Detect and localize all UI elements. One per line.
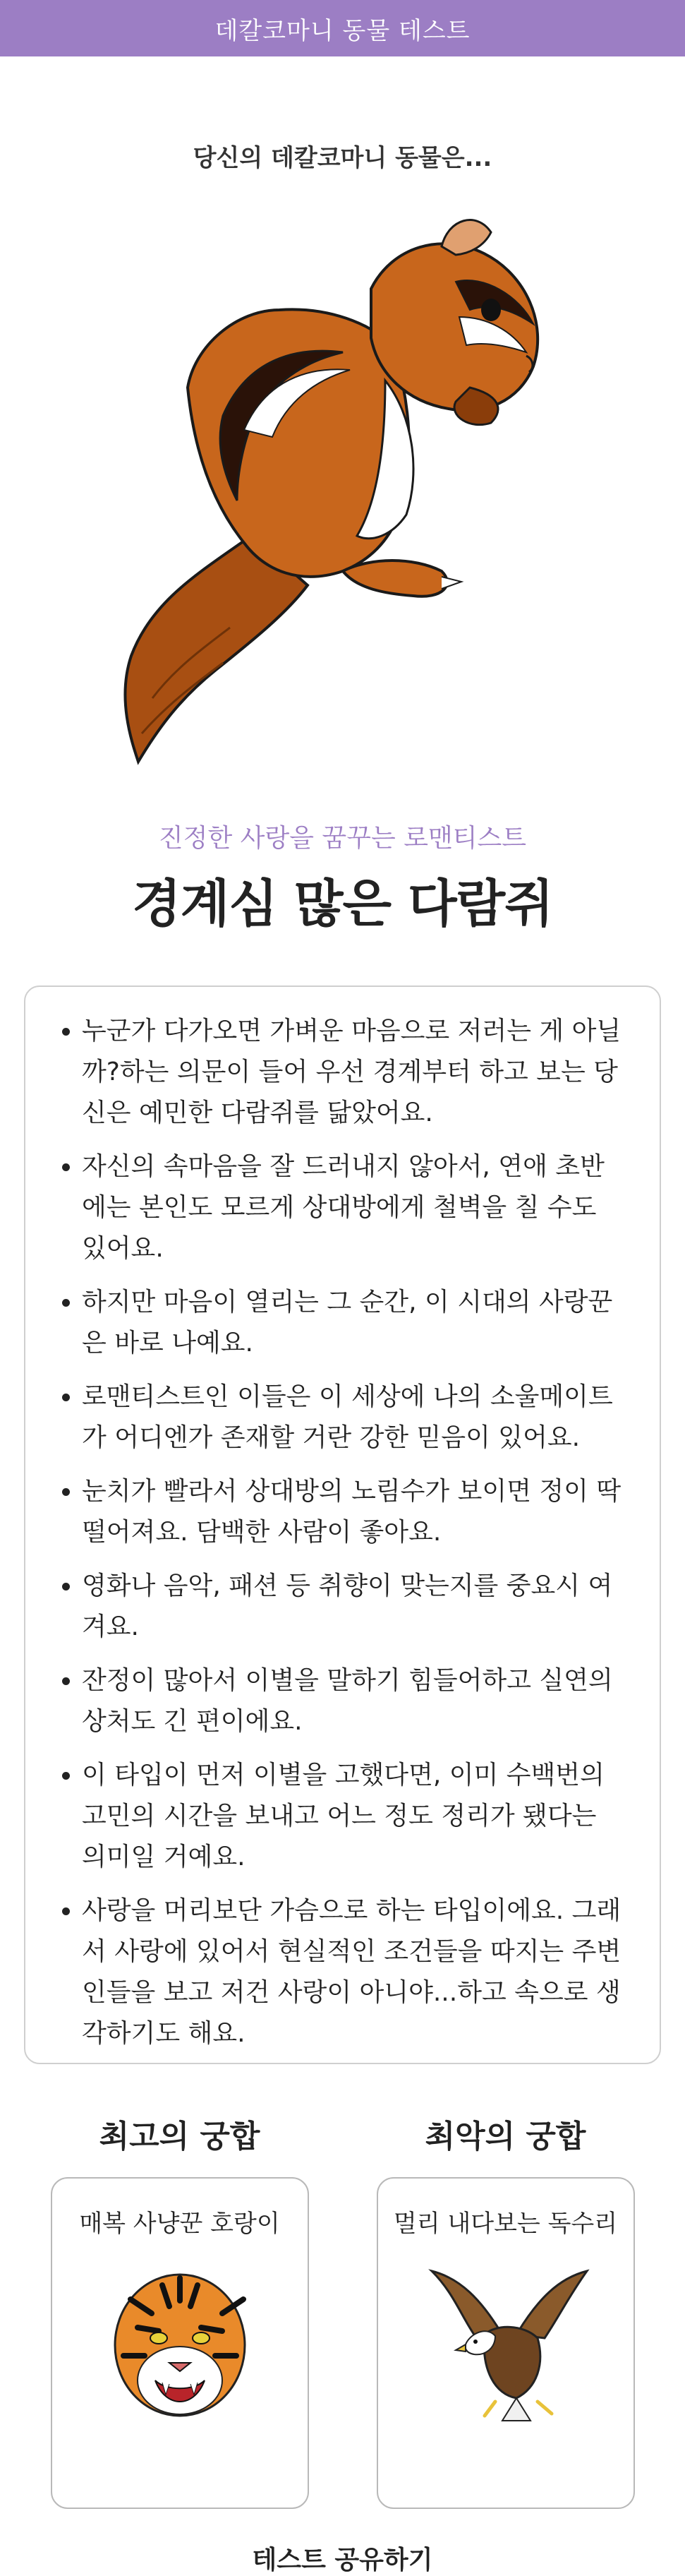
- chipmunk-illustration: [75, 204, 611, 769]
- worst-match-name: 멀리 내다보는 독수리: [393, 2210, 618, 2238]
- description-item: • 하지만 마음이 열리는 그 순간, 이 시대의 사랑꾼은 바로 나예요.: [82, 1282, 624, 1364]
- description-item: • 영화나 음악, 패션 등 취향이 맞는지를 중요시 여겨요.: [82, 1566, 624, 1648]
- best-compatibility-heading: 최고의 궁합: [99, 2119, 260, 2155]
- description-list: [61, 1011, 624, 2054]
- description-item: • 로맨티스트인 이들은 이 세상에 나의 소울메이트가 어디엔가 존재할 거란 강한 믿음이 있어요.: [82, 1377, 624, 1458]
- tiger-illustration: [95, 2257, 265, 2426]
- description-item: • 자신의 속마음을 잘 드러내지 않아서, 연애 초반에는 본인도 모르게 상대방에게 철벽을 칠 수도 있어요.: [82, 1146, 624, 1269]
- best-compatibility: [51, 2111, 309, 2509]
- best-match-name: 매복 사냥꾼 호랑이: [79, 2210, 280, 2238]
- eagle-illustration: [418, 2257, 594, 2426]
- app-title: 데칼코마니 동물 테스트: [214, 16, 471, 45]
- best-match-card[interactable]: [51, 2177, 309, 2509]
- description-item: • 사랑을 머리보단 가슴으로 하는 타입이에요. 그래서 사랑에 있어서 현실적인 조건들을 따지는 주변인들을 보고 저건 사랑이 아니야...하고 속으로 생각하기도 해요.: [82, 1891, 624, 2054]
- description-box: [24, 986, 661, 2064]
- description-item: • 이 타입이 먼저 이별을 고했다면, 이미 수백번의 고민의 시간을 보내고 어느 정도 정리가 됐다는 의미일 거예요.: [82, 1755, 624, 1878]
- share-test-button[interactable]: 테스트 공유하기: [252, 2546, 433, 2575]
- worst-match-card[interactable]: [377, 2177, 635, 2509]
- compatibility-section: [0, 2111, 685, 2509]
- worst-compatibility-heading: 최악의 궁합: [425, 2119, 586, 2155]
- result-intro: 당신의 데칼코마니 동물은...: [193, 144, 492, 172]
- description-item: • 눈치가 빨라서 상대방의 노림수가 보이면 정이 딱 떨어져요. 담백한 사람이 좋아요.: [82, 1471, 624, 1553]
- description-item: • 누군가 다가오면 가벼운 마음으로 저러는 게 아닐까?하는 의문이 들어 우선 경계부터 하고 보는 당신은 예민한 다람쥐를 닮았어요.: [82, 1011, 624, 1134]
- header-bar: [0, 0, 685, 56]
- description-item: • 잔정이 많아서 이별을 말하기 힘들어하고 실연의 상처도 긴 편이에요.: [82, 1660, 624, 1742]
- result-subtitle: 진정한 사랑을 꿈꾸는 로맨티스트: [158, 824, 527, 853]
- worst-compatibility: [377, 2111, 635, 2509]
- result-title: 경계심 많은 다람쥐: [132, 874, 553, 933]
